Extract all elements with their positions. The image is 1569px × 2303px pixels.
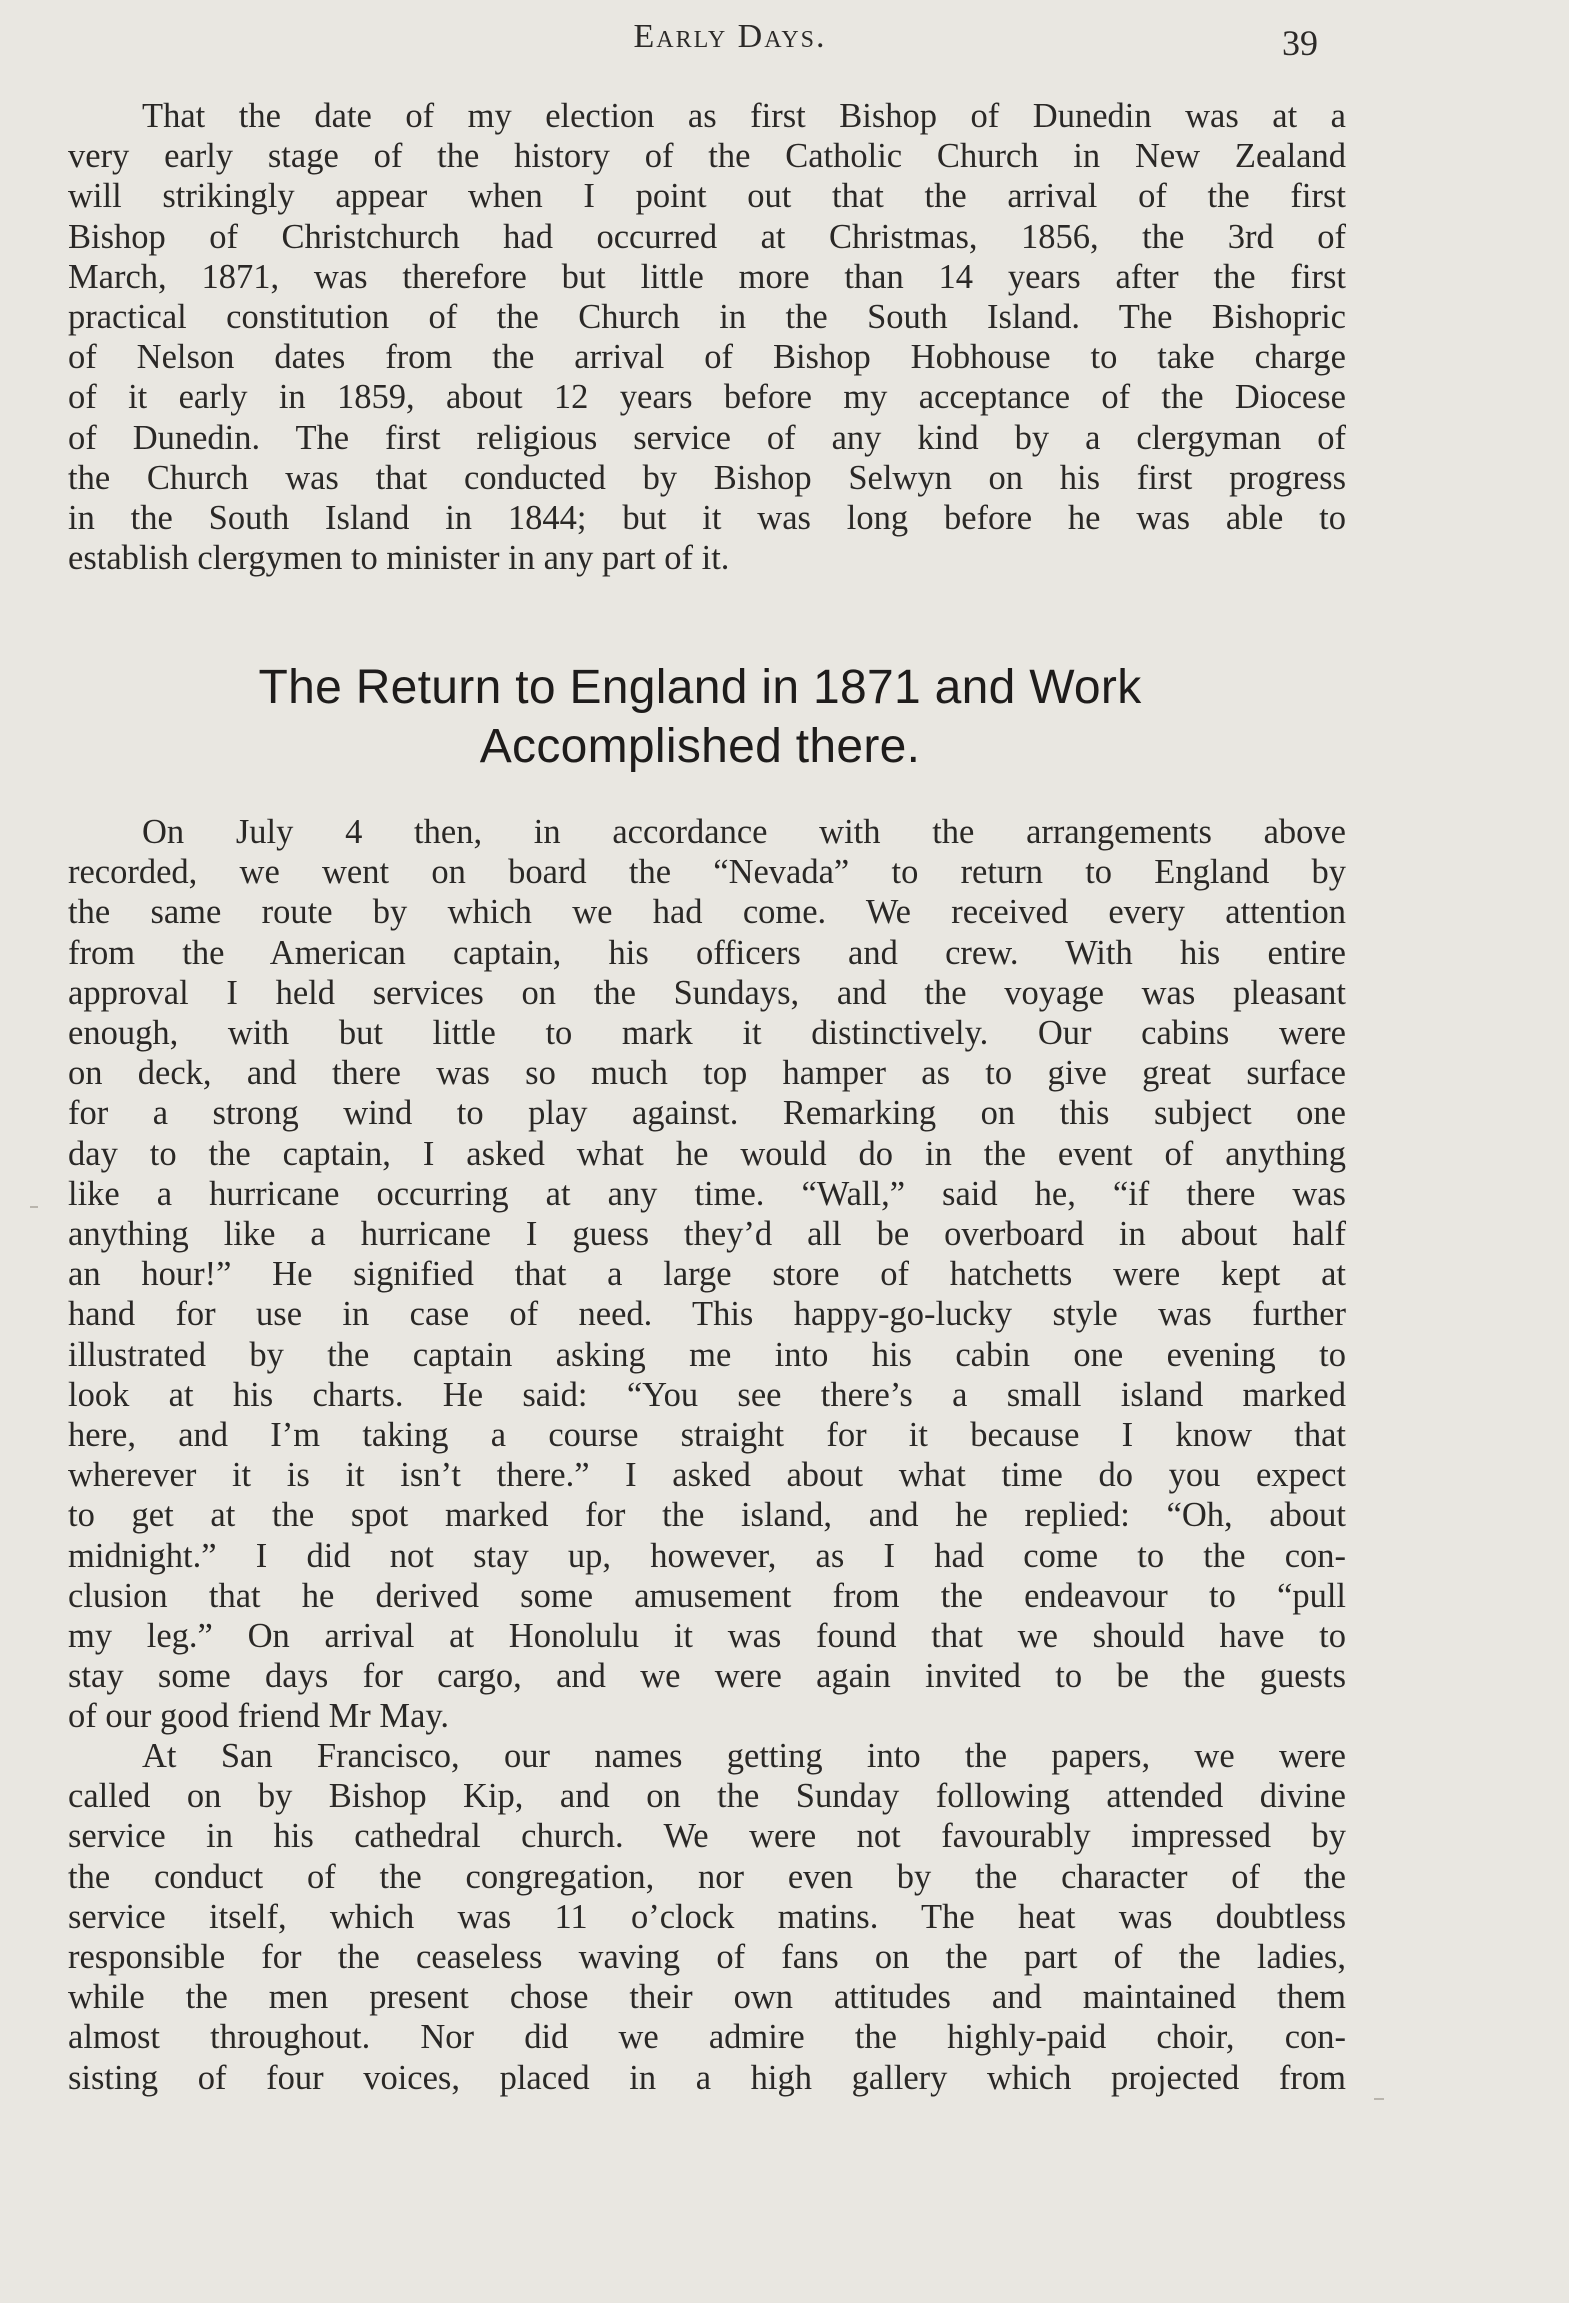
text-line: on deck, and there was so much top hamper as to give great surface [68,1054,1346,1093]
running-title: Early Days. [633,18,827,55]
text-line: of our good friend Mr May. [68,1697,450,1736]
text-line: recorded, we went on board the “Nevada” to return to England by [68,853,1346,892]
text-line: enough, with but little to mark it distinctively. Our cabins were [68,1014,1346,1053]
text-line: practical constitution of the Church in the South Island. The Bishopric [68,298,1346,337]
text-line: will strikingly appear when I point out that the arrival of the first [68,177,1346,216]
text-line: the conduct of the congregation, nor even by the character of the [68,1857,1346,1896]
running-head [0,12,1569,72]
text-line: That the date of my election as first Bishop of Dunedin was at a [142,97,1346,135]
text-line: like a hurricane occurring at any time. “Wall,” said he, “if there was [68,1174,1346,1213]
text-line: the Church was that conducted by Bishop Selwyn on his first progress [68,458,1346,497]
text-line: day to the captain, I asked what he would do in the event of anything [68,1134,1346,1173]
text-line: look at his charts. He said: “You see there’s a small island marked [68,1375,1346,1414]
page-number: 39 [1282,23,1318,63]
margin-speck [30,1206,38,1208]
text-line: responsible for the ceaseless waving of fans on the part of the ladies, [68,1938,1346,1977]
text-line: here, and I’m taking a course straight for it because I know that [68,1416,1346,1455]
text-line: illustrated by the captain asking me into his cabin one evening to [68,1335,1346,1374]
text-line: wherever it is it isn’t there.” I asked about what time do you expect [68,1456,1346,1495]
text-line: On July 4 then, in accordance with the arrangements above [142,813,1346,851]
section-heading-line-1: The Return to England in 1871 and Work [258,661,1142,714]
text-line: of Nelson dates from the arrival of Bishop Hobhouse to take charge [68,338,1346,377]
text-line: called on by Bishop Kip, and on the Sunday following attended divine [68,1777,1346,1816]
text-line: an hour!” He signified that a large store of hatchetts were kept at [68,1255,1346,1294]
text-line: stay some days for cargo, and we were again invited to be the guests [68,1657,1346,1696]
text-line: almost throughout. Nor did we admire the highly-paid choir, con- [68,2018,1346,2057]
text-line: from the American captain, his officers and crew. With his entire [68,933,1346,972]
text-line: clusion that he derived some amusement from the endeavour to “pull [68,1576,1346,1615]
text-line: anything like a hurricane I guess they’d all be overboard in about half [68,1215,1346,1254]
text-line: establish clergymen to minister in any part of it. [68,539,730,578]
text-line: my leg.” On arrival at Honolulu it was found that we should have to [68,1617,1346,1656]
text-line: for a strong wind to play against. Remarking on this subject one [68,1094,1346,1133]
section-heading [0,658,1400,776]
text-line: to get at the spot marked for the island, and he replied: “Oh, about [68,1496,1346,1535]
text-line: while the men present chose their own attitudes and maintained them [68,1978,1346,2017]
text-line: service itself, which was 11 o’clock matins. The heat was doubtless [68,1897,1346,1936]
text-line: approval I held services on the Sundays, and the voyage was pleasant [68,973,1346,1012]
text-line: service in his cathedral church. We were not favourably impressed by [68,1817,1346,1856]
text-line: hand for use in case of need. This happy-go-lucky style was further [68,1295,1346,1334]
text-line: At San Francisco, our names getting into the papers, we were [142,1737,1346,1775]
paragraph-election [68,96,1346,578]
text-line: of Dunedin. The first religious service of any kind by a clergyman of [68,418,1346,457]
text-line: in the South Island in 1844; but it was long before he was able to [68,499,1346,538]
margin-speck [1374,2098,1384,2100]
paragraph-san-francisco [68,1736,1346,2098]
text-line: the same route by which we had come. We received every attention [68,893,1346,932]
paragraph-voyage [68,812,1346,1737]
section-heading-line-2: Accomplished there. [479,720,921,773]
text-line: sisting of four voices, placed in a high gallery which projected from [68,2058,1346,2097]
text-line: March, 1871, was therefore but little more than 14 years after the first [68,257,1346,296]
text-line: midnight.” I did not stay up, however, as I had come to the con- [68,1536,1346,1575]
text-line: very early stage of the history of the Catholic Church in New Zealand [68,137,1346,176]
text-line: of it early in 1859, about 12 years before my acceptance of the Diocese [68,378,1346,417]
text-line: Bishop of Christchurch had occurred at Christmas, 1856, the 3rd of [68,217,1346,256]
